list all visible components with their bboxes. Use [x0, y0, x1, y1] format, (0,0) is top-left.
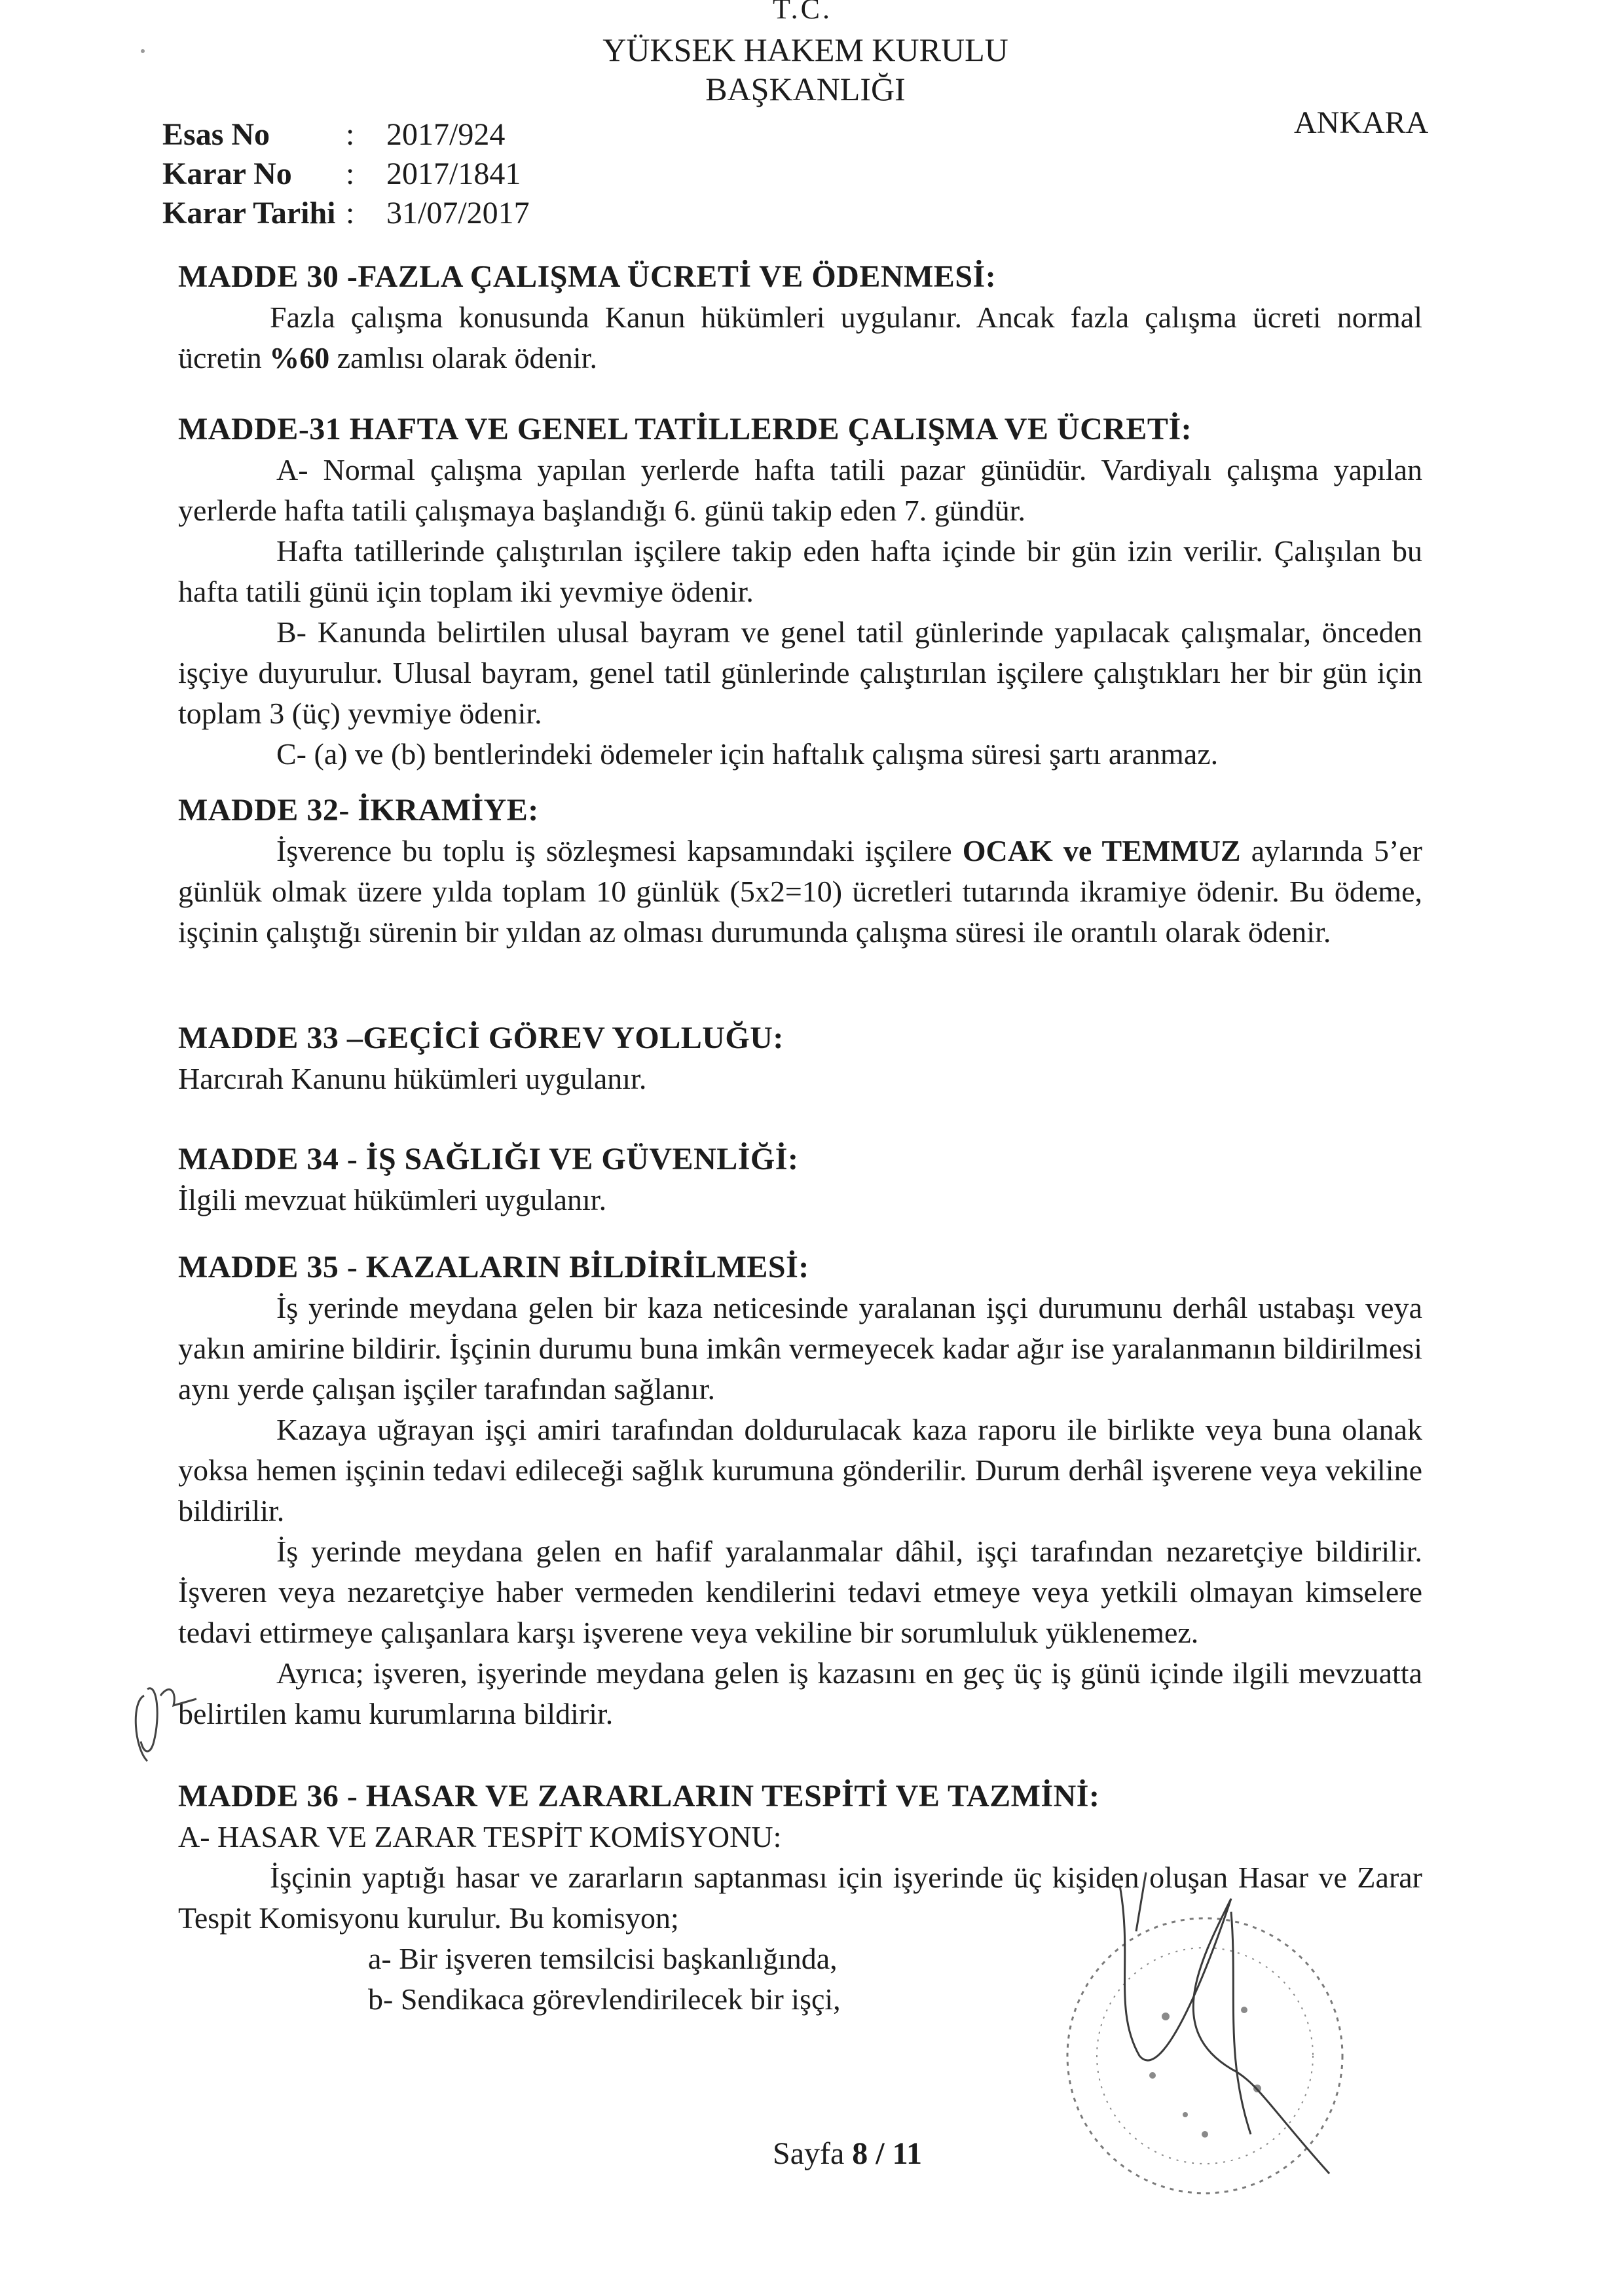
karar-label: Karar No	[162, 156, 292, 191]
article-36-paragraph: İşçinin yaptığı hasar ve zararların saptanması için işyerinde üç kişiden oluşan Hasar ve Zarar Tespit Komisyonu kurulur. Bu komisyon;	[178, 1861, 1422, 1935]
meta-colon: :	[346, 117, 355, 152]
meta-row-karar	[162, 155, 530, 194]
article-35-title: MADDE 35 - KAZALARIN BİLDİRİLMESİ:	[178, 1250, 809, 1285]
meta-row-esas	[162, 115, 530, 155]
header-institution: YÜKSEK HAKEM KURULU	[602, 31, 1008, 68]
article-32-text-c: aylarında 5’er günlük olmak üzere yılda toplam 10 günlük (5x2=10) ücretleri tutarında ikramiye ödenir. Bu ödeme, işçinin çalıştığı sürenin bir yıldan az olması durumunda çalışma süresi ile orantılı olarak ödenir.	[178, 834, 1423, 949]
article-36-list-item-a: a- Bir işveren temsilcisi başkanlığında,	[368, 1942, 838, 1975]
article-35-paragraph-3: İş yerinde meydana gelen en hafif yaralanmalar dâhil, işçi tarafından nezaretçiye bildirilir. İşveren veya nezaretçiye haber vermeden kendilerini tedavi etmeye veya yetkili olmayan kimselere tedavi ettirmeye çalışanlara karşı işverene veya vekiline bir sorumluluk yüklenemez.	[178, 1535, 1422, 1649]
article-34	[178, 1139, 1422, 1220]
article-33	[178, 1018, 1422, 1099]
meta-colon: :	[346, 196, 355, 230]
article-31	[178, 409, 1422, 774]
article-35-paragraph-4: Ayrıca; işveren, işyerinde meydana gelen iş kazasını en geç üç iş günü içinde ilgili mevzuatta belirtilen kamu kurumlarına bildirir.	[178, 1656, 1422, 1730]
tarih-label: Karar Tarihi	[162, 196, 336, 230]
article-31-paragraph-b: B- Kanunda belirtilen ulusal bayram ve genel tatil günlerinde yapılacak çalışmalar, önceden işçiye duyurulur. Ulusal bayram, genel tatil günlerinde çalıştırılan işçilere çalıştıkları her bir gün için toplam 3 (üç) yevmiye ödenir.	[178, 615, 1422, 730]
article-30-paragraph	[178, 297, 1422, 378]
article-32-months: OCAK ve TEMMUZ	[962, 834, 1241, 867]
header-city: ANKARA	[1294, 105, 1429, 140]
article-30	[178, 257, 1422, 378]
header-partial-line: T.C.	[773, 0, 832, 25]
meta-colon: :	[346, 156, 355, 191]
article-32-text-a: İşverence bu toplu iş sözleşmesi kapsamındaki işçilere	[276, 834, 963, 867]
article-31-paragraph-holiday: Hafta tatillerinde çalıştırılan işçilere takip eden hafta içinde bir gün izin verilir. Çalışılan bu hafta tatili günü için toplam iki yevmiye ödenir.	[178, 534, 1422, 608]
article-36-subtitle: A- HASAR VE ZARAR TESPİT KOMİSYONU:	[178, 1820, 782, 1853]
esas-value: 2017/924	[386, 117, 506, 152]
article-33-title: MADDE 33 –GEÇİCİ GÖREV YOLLUĞU:	[178, 1021, 784, 1055]
page-value: 8 / 11	[852, 2136, 922, 2171]
margin-initials-signature	[124, 1676, 210, 1774]
article-35-paragraph-2: Kazaya uğrayan işçi amiri tarafından doldurulacak kaza raporu ile birlikte veya buna olanak yoksa hemen işçinin tedavi edileceği sağlık kurumuna gönderilir. Durum derhâl işverene veya vekiline bildirilir.	[178, 1413, 1422, 1527]
article-33-paragraph: Harcırah Kanunu hükümleri uygulanır.	[178, 1062, 647, 1095]
header-department: BAŞKANLIĞI	[705, 71, 906, 107]
article-32	[178, 790, 1422, 953]
case-metadata	[162, 115, 530, 233]
article-34-paragraph: İlgili mevzuat hükümleri uygulanır.	[178, 1183, 607, 1216]
article-30-text-a: Fazla çalışma konusunda Kanun hükümleri uygulanır. Ancak fazla çalışma ücreti normal ücretin	[178, 301, 1422, 374]
tarih-value: 31/07/2017	[386, 196, 530, 230]
esas-label: Esas No	[162, 117, 270, 152]
meta-row-tarih	[162, 194, 530, 233]
article-32-paragraph	[178, 831, 1422, 953]
page-number	[773, 2136, 922, 2172]
page-label: Sayfa	[773, 2136, 845, 2171]
article-36-title: MADDE 36 - HASAR VE ZARARLARIN TESPİTİ VE TAZMİNİ:	[178, 1779, 1100, 1813]
article-31-paragraph-a: A- Normal çalışma yapılan yerlerde hafta tatili pazar günüdür. Vardiyalı çalışma yapılan yerlerde hafta tatili çalışmaya başlandığı 6. günü takip eden 7. gündür.	[178, 453, 1422, 527]
article-35-paragraph-1: İş yerinde meydana gelen bir kaza neticesinde yaralanan işçi durumunu derhâl ustabaşı veya yakın amirine bildirir. İşçinin durumu buna imkân vermeyecek kadar ağır ise yaralanmanın bildirilmesi aynı yerde çalışan işçiler tarafından sağlanır.	[178, 1291, 1422, 1406]
article-35	[178, 1247, 1422, 1734]
article-31-paragraph-c: C- (a) ve (b) bentlerindeki ödemeler için haftalık çalışma süresi şartı aranmaz.	[276, 737, 1219, 771]
article-30-rate: %60	[269, 341, 330, 374]
article-34-title: MADDE 34 - İŞ SAĞLIĞI VE GÜVENLİĞİ:	[178, 1142, 799, 1176]
article-36-list-item-b: b- Sendikaca görevlendirilecek bir işçi,	[368, 1982, 841, 2016]
article-31-title: MADDE-31 HAFTA VE GENEL TATİLLERDE ÇALIŞMA VE ÜCRETİ:	[178, 412, 1192, 446]
official-stamp-with-signature	[1035, 1859, 1375, 2226]
article-30-title: MADDE 30 -FAZLA ÇALIŞMA ÜCRETİ VE ÖDENMESİ:	[178, 259, 997, 294]
karar-value: 2017/1841	[386, 156, 521, 191]
article-30-text-c: zamlısı olarak ödenir.	[329, 341, 597, 374]
article-32-title: MADDE 32- İKRAMİYE:	[178, 793, 539, 828]
